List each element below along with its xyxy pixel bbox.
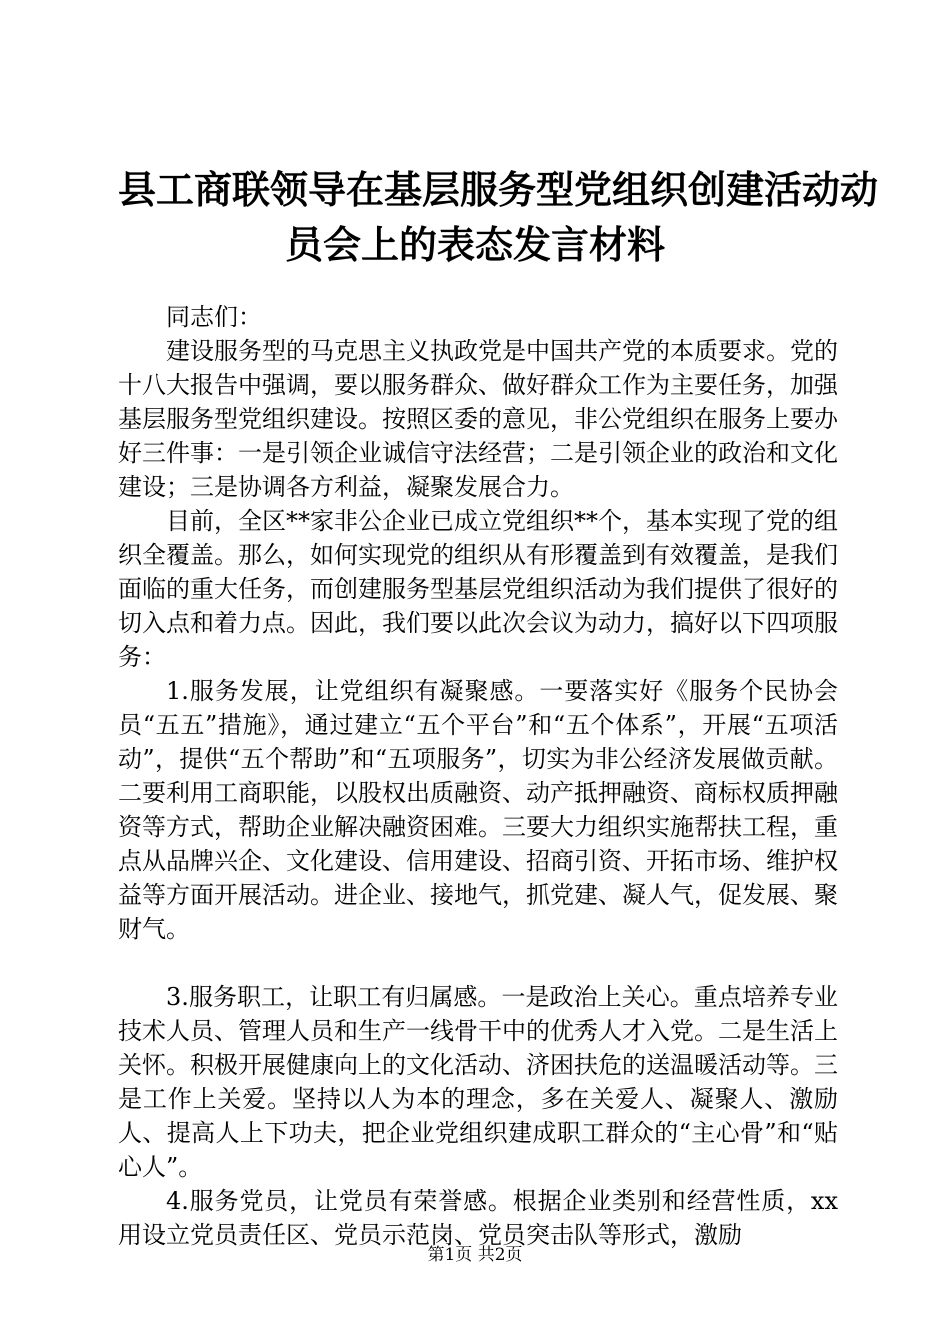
paragraph: 目前，全区**家非公企业已成立党组织**个，基本实现了党的组织全覆盖。那么，如何实现党的组织从有形覆盖到有效覆盖，是我们面临的重大任务，而创建服务型基层党组织活动为我们提供了很好的切入点和着力点。因此，我们要以此次会议为动力，搞好以下四项服务：	[118, 507, 838, 671]
salutation: 同志们：	[166, 303, 262, 331]
paragraph: 1.服务发展，让党组织有凝聚感。一要落实好《服务个民协会员“五五”措施》，通过建立“五个平台”和“五个体系”，开展“五项活动”，提供“五个帮助”和“五项服务”，切实为非公经济发展做贡献。二要利用工商职能，以股权出质融资、动产抵押融资、商标权质押融资等方式，帮助企业解决融资困难。三要大力组织实施帮扶工程，重点从品牌兴企、文化建设、信用建设、招商引资、开拓市场、维护权益等方面开展活动。进企业、接地气，抓党建、凝人气，促发展、聚财气。	[118, 677, 838, 943]
paragraph: 3.服务职工，让职工有归属感。一是政治上关心。重点培养专业技术人员、管理人员和生产一线骨干中的优秀人才入党。二是生活上关怀。积极开展健康向上的文化活动、济困扶危的送温暖活动等。三是工作上关爱。坚持以人为本的理念，多在关爱人、凝聚人、激励人、提高人上下功夫，把企业党组织建成职工群众的“主心骨”和“贴心人”。	[118, 983, 838, 1181]
document-title-line-2: 员会上的表态发言材料	[284, 222, 665, 267]
document-body	[118, 300, 838, 1252]
paragraph: 4.服务党员，让党员有荣誉感。根据企业类别和经营性质，xx用设立党员责任区、党员示范岗、党员突击队等形式，激励	[118, 1187, 838, 1249]
page-number-footer: 第1页 共2页	[427, 1245, 523, 1265]
document-title-line-1: 县工商联领导在基层服务型党组织创建活动动	[118, 167, 879, 212]
paragraph: 建设服务型的马克思主义执政党是中国共产党的本质要求。党的十八大报告中强调，要以服务群众、做好群众工作为主要任务，加强基层服务型党组织建设。按照区委的意见，非公党组织在服务上要办好三件事：一是引领企业诚信守法经营；二是引领企业的政治和文化建设；三是协调各方利益，凝聚发展合力。	[118, 337, 838, 501]
